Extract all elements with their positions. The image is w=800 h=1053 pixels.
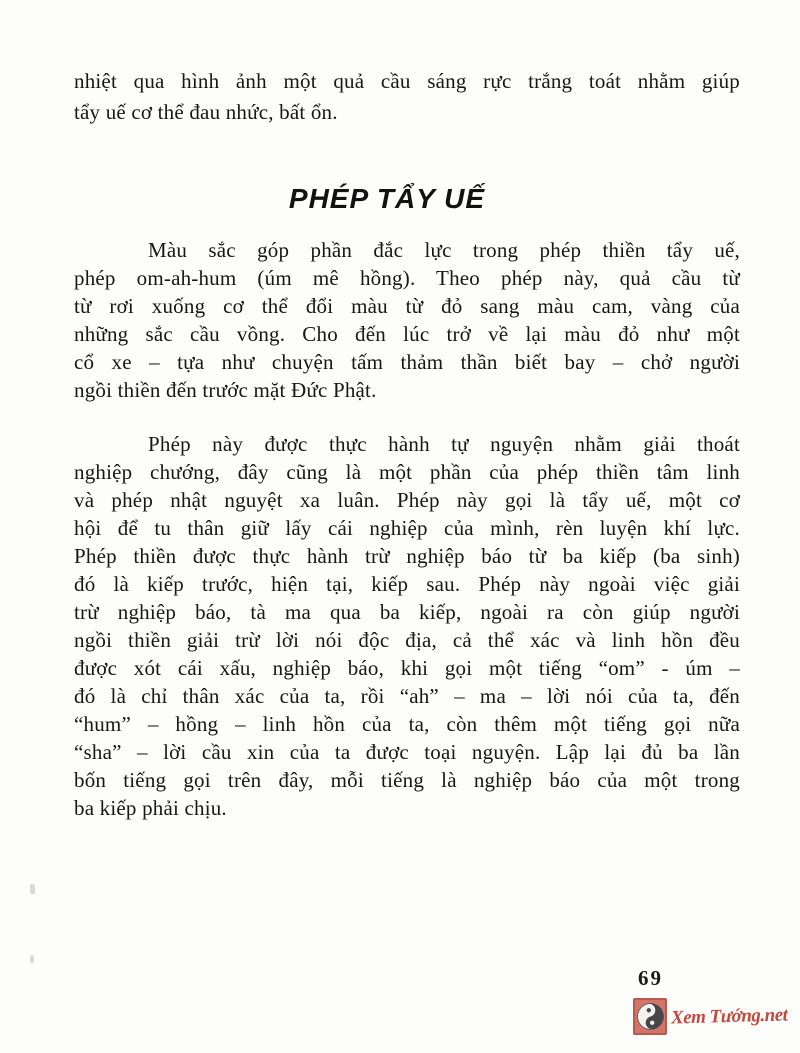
section-heading: PHÉP TẨY UẾ bbox=[288, 183, 486, 214]
text-line: phép om-ah-hum (úm mê hồng). Theo phép này, quả cầu từ bbox=[74, 266, 740, 290]
text-line: cổ xe – tựa như chuyện tấm thảm thần biết bay – chở người bbox=[74, 350, 740, 374]
watermark bbox=[633, 998, 787, 1035]
scan-speck bbox=[30, 955, 34, 963]
text-line: Màu sắc góp phần đắc lực trong phép thiền tẩy uế, bbox=[148, 238, 740, 262]
paragraph-tay-ue-intro bbox=[74, 236, 740, 404]
yin-yang-icon bbox=[633, 998, 667, 1035]
text-line: nghiệp chướng, đây cũng là một phần của phép thiền tâm linh bbox=[74, 460, 740, 484]
watermark-text: Xem Tướng.net bbox=[670, 1003, 788, 1029]
text-line: ngồi thiền giải trừ lời nói độc địa, cả thể xác và linh hồn đều bbox=[74, 628, 740, 652]
text-line: nhiệt qua hình ảnh một quả cầu sáng rực trắng toát nhằm giúp bbox=[74, 69, 740, 93]
text-line: Phép này được thực hành tự nguyện nhằm giải thoát bbox=[148, 432, 740, 456]
text-line: đó là chỉ thân xác của ta, rồi “ah” – ma – lời nói của ta, đến bbox=[74, 684, 740, 708]
page-content bbox=[74, 66, 740, 822]
paragraph-tay-ue-detail bbox=[74, 430, 740, 822]
text-line: “hum” – hồng – linh hồn của ta, còn thêm một tiếng gọi nữa bbox=[74, 712, 740, 736]
text-line: được xót cái xấu, nghiệp báo, khi gọi một tiếng “om” - úm – bbox=[74, 656, 740, 680]
text-line: và phép nhật nguyệt xa luân. Phép này gọi là tẩy uế, một cơ bbox=[74, 488, 740, 512]
text-line: ngồi thiền đến trước mặt Đức Phật. bbox=[74, 378, 377, 402]
text-line: tẩy uế cơ thể đau nhức, bất ổn. bbox=[74, 100, 338, 124]
paragraph-continued bbox=[74, 66, 740, 128]
text-line: ba kiếp phải chịu. bbox=[74, 796, 227, 820]
text-line: hội để tu thân giữ lấy cái nghiệp của mình, rèn luyện khí lực. bbox=[74, 516, 740, 540]
text-line: “sha” – lời cầu xin của ta được toại nguyện. Lập lại đủ ba lần bbox=[74, 740, 740, 764]
text-line: những sắc cầu vồng. Cho đến lúc trở về lại màu đỏ như một bbox=[74, 322, 740, 346]
text-line: Phép thiền được thực hành trừ nghiệp báo từ ba kiếp (ba sinh) bbox=[74, 544, 740, 568]
scan-speck bbox=[30, 884, 35, 894]
text-line: đó là kiếp trước, hiện tại, kiếp sau. Phép này ngoài việc giải bbox=[74, 572, 740, 596]
text-line: trừ nghiệp báo, tà ma qua ba kiếp, ngoài ra còn giúp người bbox=[74, 600, 740, 624]
text-line: từ rơi xuống cơ thể đổi màu từ đỏ sang màu cam, vàng của bbox=[74, 294, 740, 318]
text-line: bốn tiếng gọi trên đây, mỗi tiếng là nghiệp báo của một trong bbox=[74, 768, 740, 792]
page-number: 69 bbox=[638, 966, 663, 990]
